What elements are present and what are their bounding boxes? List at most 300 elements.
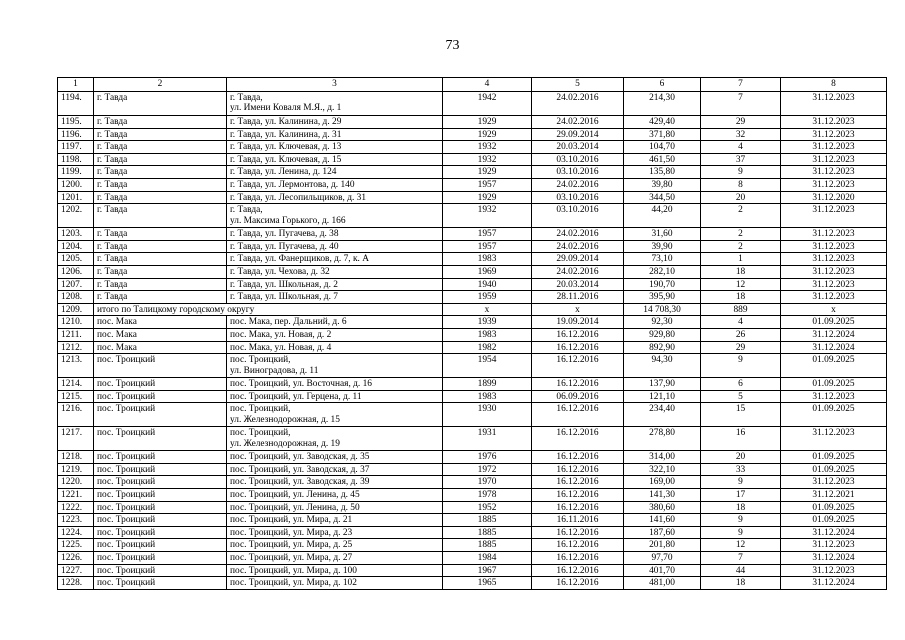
row-number-cell: 1215. <box>58 390 94 403</box>
locality-cell: пос. Троицкий <box>94 378 227 391</box>
address-line: ул. Железнодорожная, д. 15 <box>230 414 340 425</box>
date-cell: 16.12.2016 <box>532 577 624 590</box>
address-line: пос. Троицкий, ул. Мира, д. 25 <box>230 540 353 551</box>
locality-cell: г. Тавда <box>94 278 227 291</box>
count-cell: 16 <box>701 427 781 451</box>
address-cell <box>227 265 443 278</box>
row-number-cell: 1216. <box>58 403 94 427</box>
deadline-cell: 31.12.2023 <box>781 564 887 577</box>
year-cell: 1954 <box>443 354 532 378</box>
year-cell: 1952 <box>443 501 532 514</box>
locality-cell: пос. Мака <box>94 316 227 329</box>
area-cell: 137,90 <box>624 378 701 391</box>
address-cell <box>227 514 443 527</box>
locality-cell: г. Тавда <box>94 141 227 154</box>
address-line: пос. Троицкий, ул. Ленина, д. 50 <box>230 502 360 513</box>
address-cell <box>227 403 443 427</box>
address-line: г. Тавда, ул. Школьная, д. 7 <box>230 292 338 303</box>
count-cell: 4 <box>701 316 781 329</box>
row-number-cell: 1208. <box>58 291 94 304</box>
area-cell: 141,30 <box>624 489 701 502</box>
area-cell: 481,00 <box>624 577 701 590</box>
table-row <box>58 253 887 266</box>
count-cell: 17 <box>701 489 781 502</box>
count-cell: 7 <box>701 552 781 565</box>
deadline-cell: 31.12.2023 <box>781 116 887 129</box>
count-cell: 5 <box>701 390 781 403</box>
area-cell: 141,60 <box>624 514 701 527</box>
row-number-cell: 1222. <box>58 501 94 514</box>
row-number-cell: 1228. <box>58 577 94 590</box>
year-cell: 1940 <box>443 278 532 291</box>
row-number-cell: 1199. <box>58 166 94 179</box>
date-cell: 16.12.2016 <box>532 526 624 539</box>
address-cell <box>227 577 443 590</box>
deadline-cell: 01.09.2025 <box>781 501 887 514</box>
address-line: пос. Троицкий, ул. Заводская, д. 39 <box>230 477 370 488</box>
row-number-cell: 1225. <box>58 539 94 552</box>
area-cell: 380,60 <box>624 501 701 514</box>
area-cell: 14 708,30 <box>624 303 701 316</box>
locality-cell: пос. Троицкий <box>94 427 227 451</box>
column-header: 2 <box>94 78 227 92</box>
deadline-cell: 31.12.2023 <box>781 128 887 141</box>
date-cell: 03.10.2016 <box>532 166 624 179</box>
deadline-cell: 01.09.2025 <box>781 514 887 527</box>
deadline-cell: 31.12.2024 <box>781 328 887 341</box>
table-row <box>58 427 887 451</box>
address-cell <box>227 328 443 341</box>
date-cell: x <box>532 303 624 316</box>
row-number-cell: 1221. <box>58 489 94 502</box>
address-cell <box>227 166 443 179</box>
date-cell: 16.12.2016 <box>532 354 624 378</box>
address-line: г. Тавда, ул. Пугачева, д. 40 <box>230 241 339 252</box>
count-cell: 29 <box>701 341 781 354</box>
locality-cell: пос. Троицкий <box>94 489 227 502</box>
year-cell: 1967 <box>443 564 532 577</box>
count-cell: 9 <box>701 354 781 378</box>
deadline-cell: 31.12.2024 <box>781 552 887 565</box>
table-row <box>58 341 887 354</box>
row-number-cell: 1220. <box>58 476 94 489</box>
year-cell: 1929 <box>443 116 532 129</box>
count-cell: 9 <box>701 526 781 539</box>
area-cell: 429,40 <box>624 116 701 129</box>
locality-cell: пос. Мака <box>94 328 227 341</box>
deadline-cell: 31.12.2023 <box>781 204 887 228</box>
address-line: пос. Троицкий, ул. Ленина, д. 45 <box>230 490 360 501</box>
count-cell: 889 <box>701 303 781 316</box>
table-row <box>58 539 887 552</box>
area-cell: 282,10 <box>624 265 701 278</box>
total-label-cell: итого по Талицкому городскому округу <box>94 303 443 316</box>
table-row <box>58 463 887 476</box>
area-cell: 395,90 <box>624 291 701 304</box>
table-row <box>58 489 887 502</box>
address-cell <box>227 427 443 451</box>
year-cell: 1932 <box>443 141 532 154</box>
address-line: г. Тавда, ул. Калинина, д. 31 <box>230 129 342 140</box>
address-line: пос. Троицкий, ул. Мира, д. 21 <box>230 515 353 526</box>
locality-cell: г. Тавда <box>94 92 227 116</box>
column-header: 4 <box>443 78 532 92</box>
deadline-cell: 31.12.2023 <box>781 92 887 116</box>
date-cell: 29.09.2014 <box>532 253 624 266</box>
row-number-cell: 1200. <box>58 178 94 191</box>
locality-cell: пос. Троицкий <box>94 552 227 565</box>
area-cell: 201,80 <box>624 539 701 552</box>
row-number-cell: 1205. <box>58 253 94 266</box>
address-line: г. Тавда, ул. Лесопильщиков, д. 31 <box>230 192 367 203</box>
deadline-cell: 01.09.2025 <box>781 378 887 391</box>
table-row <box>58 141 887 154</box>
address-cell <box>227 476 443 489</box>
area-cell: 278,80 <box>624 427 701 451</box>
area-cell: 190,70 <box>624 278 701 291</box>
count-cell: 29 <box>701 116 781 129</box>
locality-cell: пос. Троицкий <box>94 476 227 489</box>
table-row <box>58 92 887 116</box>
date-cell: 16.12.2016 <box>532 539 624 552</box>
date-cell: 20.03.2014 <box>532 278 624 291</box>
area-cell: 31,60 <box>624 228 701 241</box>
date-cell: 24.02.2016 <box>532 178 624 191</box>
count-cell: 15 <box>701 403 781 427</box>
row-number-cell: 1196. <box>58 128 94 141</box>
date-cell: 24.02.2016 <box>532 240 624 253</box>
address-line: г. Тавда, ул. Калинина, д. 29 <box>230 117 342 127</box>
row-number-cell: 1201. <box>58 191 94 204</box>
date-cell: 16.12.2016 <box>532 463 624 476</box>
year-cell: 1885 <box>443 514 532 527</box>
date-cell: 29.09.2014 <box>532 128 624 141</box>
address-line: ул. Имени Коваля М.Я., д. 1 <box>230 103 342 114</box>
year-cell: 1976 <box>443 451 532 464</box>
count-cell: 6 <box>701 378 781 391</box>
count-cell: 9 <box>701 166 781 179</box>
deadline-cell: 31.12.2021 <box>781 489 887 502</box>
address-line: пос. Мака, ул. Новая, д. 2 <box>230 329 332 340</box>
count-cell: 32 <box>701 128 781 141</box>
row-number-cell: 1206. <box>58 265 94 278</box>
address-line: г. Тавда, ул. Чехова, д. 32 <box>230 266 330 277</box>
deadline-cell: 31.12.2023 <box>781 390 887 403</box>
count-cell: 4 <box>701 141 781 154</box>
deadline-cell: x <box>781 303 887 316</box>
year-cell: 1983 <box>443 253 532 266</box>
date-cell: 16.12.2016 <box>532 501 624 514</box>
date-cell: 24.02.2016 <box>532 265 624 278</box>
year-cell: 1942 <box>443 92 532 116</box>
address-cell <box>227 240 443 253</box>
count-cell: 18 <box>701 577 781 590</box>
deadline-cell: 31.12.2023 <box>781 476 887 489</box>
area-cell: 187,60 <box>624 526 701 539</box>
row-number-cell: 1217. <box>58 427 94 451</box>
row-number-cell: 1197. <box>58 141 94 154</box>
row-number-cell: 1226. <box>58 552 94 565</box>
year-cell: 1929 <box>443 191 532 204</box>
address-line: пос. Троицкий, <box>230 428 291 439</box>
date-cell: 24.02.2016 <box>532 116 624 129</box>
address-cell <box>227 526 443 539</box>
year-cell: 1957 <box>443 178 532 191</box>
address-line: ул. Максима Горького, д. 166 <box>230 215 346 226</box>
address-line: г. Тавда, <box>230 93 263 103</box>
date-cell: 24.02.2016 <box>532 228 624 241</box>
table-row <box>58 378 887 391</box>
locality-cell: г. Тавда <box>94 128 227 141</box>
date-cell: 16.12.2016 <box>532 489 624 502</box>
deadline-cell: 31.12.2020 <box>781 191 887 204</box>
year-cell: 1984 <box>443 552 532 565</box>
locality-cell: г. Тавда <box>94 228 227 241</box>
table-row <box>58 204 887 228</box>
address-cell <box>227 228 443 241</box>
count-cell: 44 <box>701 564 781 577</box>
address-cell <box>227 128 443 141</box>
count-cell: 7 <box>701 92 781 116</box>
address-line: пос. Троицкий, <box>230 355 291 366</box>
deadline-cell: 31.12.2023 <box>781 178 887 191</box>
address-line: г. Тавда, ул. Школьная, д. 2 <box>230 279 338 290</box>
address-cell <box>227 291 443 304</box>
area-cell: 314,00 <box>624 451 701 464</box>
address-line: пос. Троицкий, ул. Мира, д. 100 <box>230 565 357 576</box>
table-row <box>58 228 887 241</box>
area-cell: 371,80 <box>624 128 701 141</box>
address-cell <box>227 539 443 552</box>
address-line: г. Тавда, ул. Фанерщиков, д. 7, к. А <box>230 254 369 265</box>
year-cell: 1957 <box>443 240 532 253</box>
table-row <box>58 316 887 329</box>
deadline-cell: 31.12.2024 <box>781 577 887 590</box>
address-cell <box>227 463 443 476</box>
address-cell <box>227 116 443 129</box>
address-line: г. Тавда, ул. Ключевая, д. 13 <box>230 142 342 153</box>
area-cell: 104,70 <box>624 141 701 154</box>
address-line: пос. Троицкий, ул. Герцена, д. 11 <box>230 391 362 402</box>
row-number-cell: 1212. <box>58 341 94 354</box>
count-cell: 20 <box>701 451 781 464</box>
deadline-cell: 01.09.2025 <box>781 354 887 378</box>
year-cell: 1899 <box>443 378 532 391</box>
deadline-cell: 31.12.2023 <box>781 278 887 291</box>
count-cell: 12 <box>701 278 781 291</box>
address-line: пос. Троицкий, ул. Заводская, д. 35 <box>230 452 370 463</box>
table-row <box>58 514 887 527</box>
table-row <box>58 390 887 403</box>
count-cell: 9 <box>701 476 781 489</box>
deadline-cell: 31.12.2023 <box>781 153 887 166</box>
year-cell: 1931 <box>443 427 532 451</box>
year-cell: 1969 <box>443 265 532 278</box>
date-cell: 16.12.2016 <box>532 378 624 391</box>
locality-cell: пос. Троицкий <box>94 451 227 464</box>
page-number: 73 <box>445 38 460 53</box>
count-cell: 2 <box>701 228 781 241</box>
address-cell <box>227 489 443 502</box>
table-row <box>58 501 887 514</box>
table-row <box>58 166 887 179</box>
locality-cell: пос. Троицкий <box>94 390 227 403</box>
date-cell: 16.12.2016 <box>532 341 624 354</box>
row-number-cell: 1211. <box>58 328 94 341</box>
row-number-cell: 1218. <box>58 451 94 464</box>
area-cell: 94,30 <box>624 354 701 378</box>
area-cell: 169,00 <box>624 476 701 489</box>
register-table <box>57 77 887 590</box>
row-number-cell: 1203. <box>58 228 94 241</box>
area-cell: 92,30 <box>624 316 701 329</box>
count-cell: 1 <box>701 253 781 266</box>
area-cell: 39,90 <box>624 240 701 253</box>
date-cell: 16.12.2016 <box>532 451 624 464</box>
address-line: пос. Троицкий, ул. Мира, д. 23 <box>230 527 353 538</box>
address-cell <box>227 341 443 354</box>
column-header: 3 <box>227 78 443 92</box>
table-row <box>58 278 887 291</box>
deadline-cell: 31.12.2023 <box>781 539 887 552</box>
date-cell: 16.12.2016 <box>532 564 624 577</box>
deadline-cell: 01.09.2025 <box>781 463 887 476</box>
table-row <box>58 153 887 166</box>
year-cell: 1970 <box>443 476 532 489</box>
address-line: ул. Железнодорожная, д. 19 <box>230 438 340 449</box>
locality-cell: пос. Троицкий <box>94 539 227 552</box>
address-cell <box>227 451 443 464</box>
header-row <box>58 78 887 92</box>
deadline-cell: 31.12.2023 <box>781 166 887 179</box>
locality-cell: пос. Троицкий <box>94 501 227 514</box>
deadline-cell: 31.12.2023 <box>781 253 887 266</box>
date-cell: 16.12.2016 <box>532 427 624 451</box>
table-row <box>58 403 887 427</box>
locality-cell: г. Тавда <box>94 116 227 129</box>
address-line: пос. Троицкий, ул. Восточная, д. 16 <box>230 379 372 390</box>
deadline-cell: 01.09.2025 <box>781 403 887 427</box>
address-line: г. Тавда, <box>230 205 263 216</box>
area-cell: 322,10 <box>624 463 701 476</box>
date-cell: 06.09.2016 <box>532 390 624 403</box>
locality-cell: г. Тавда <box>94 291 227 304</box>
address-cell <box>227 92 443 116</box>
year-cell: 1983 <box>443 390 532 403</box>
year-cell: 1932 <box>443 153 532 166</box>
count-cell: 18 <box>701 501 781 514</box>
date-cell: 19.09.2014 <box>532 316 624 329</box>
row-number-cell: 1227. <box>58 564 94 577</box>
locality-cell: пос. Троицкий <box>94 564 227 577</box>
address-cell <box>227 390 443 403</box>
row-number-cell: 1224. <box>58 526 94 539</box>
locality-cell: г. Тавда <box>94 204 227 228</box>
count-cell: 37 <box>701 153 781 166</box>
date-cell: 16.11.2016 <box>532 514 624 527</box>
locality-cell: г. Тавда <box>94 191 227 204</box>
total-row <box>58 303 887 316</box>
locality-cell: пос. Троицкий <box>94 514 227 527</box>
table-row <box>58 476 887 489</box>
row-number-cell: 1202. <box>58 204 94 228</box>
date-cell: 16.12.2016 <box>532 403 624 427</box>
address-line: пос. Мака, пер. Дальний, д. 6 <box>230 317 347 328</box>
table-row <box>58 354 887 378</box>
table-row <box>58 191 887 204</box>
date-cell: 16.12.2016 <box>532 552 624 565</box>
locality-cell: пос. Троицкий <box>94 463 227 476</box>
count-cell: 18 <box>701 291 781 304</box>
date-cell: 20.03.2014 <box>532 141 624 154</box>
address-line: пос. Троицкий, ул. Мира, д. 102 <box>230 578 357 589</box>
column-header: 7 <box>701 78 781 92</box>
locality-cell: г. Тавда <box>94 153 227 166</box>
count-cell: 2 <box>701 240 781 253</box>
address-cell <box>227 191 443 204</box>
column-header: 1 <box>58 78 94 92</box>
year-cell: 1939 <box>443 316 532 329</box>
year-cell: 1978 <box>443 489 532 502</box>
locality-cell: пос. Мака <box>94 341 227 354</box>
date-cell: 03.10.2016 <box>532 191 624 204</box>
deadline-cell: 31.12.2023 <box>781 265 887 278</box>
row-number-cell: 1214. <box>58 378 94 391</box>
address-cell <box>227 204 443 228</box>
year-cell: 1965 <box>443 577 532 590</box>
date-cell: 03.10.2016 <box>532 153 624 166</box>
address-line: г. Тавда, ул. Ленина, д. 124 <box>230 167 337 178</box>
area-cell: 234,40 <box>624 403 701 427</box>
deadline-cell: 31.12.2024 <box>781 526 887 539</box>
year-cell: 1929 <box>443 166 532 179</box>
area-cell: 73,10 <box>624 253 701 266</box>
table-row <box>58 526 887 539</box>
area-cell: 97,70 <box>624 552 701 565</box>
table-row <box>58 291 887 304</box>
address-cell <box>227 278 443 291</box>
table-row <box>58 328 887 341</box>
row-number-cell: 1204. <box>58 240 94 253</box>
locality-cell: г. Тавда <box>94 178 227 191</box>
row-number-cell: 1194. <box>58 92 94 116</box>
address-cell <box>227 153 443 166</box>
locality-cell: пос. Троицкий <box>94 577 227 590</box>
deadline-cell: 31.12.2023 <box>781 240 887 253</box>
row-number-cell: 1207. <box>58 278 94 291</box>
year-cell: 1885 <box>443 526 532 539</box>
deadline-cell: 01.09.2025 <box>781 316 887 329</box>
count-cell: 9 <box>701 514 781 527</box>
area-cell: 892,90 <box>624 341 701 354</box>
locality-cell: пос. Троицкий <box>94 403 227 427</box>
table-row <box>58 178 887 191</box>
year-cell: 1982 <box>443 341 532 354</box>
area-cell: 39,80 <box>624 178 701 191</box>
column-header: 5 <box>532 78 624 92</box>
deadline-cell: 31.12.2023 <box>781 141 887 154</box>
table-row <box>58 451 887 464</box>
row-number-cell: 1195. <box>58 116 94 129</box>
address-line: пос. Троицкий, <box>230 404 291 415</box>
address-line: г. Тавда, ул. Лермонтова, д. 140 <box>230 179 355 190</box>
year-cell: 1929 <box>443 128 532 141</box>
deadline-cell: 01.09.2025 <box>781 451 887 464</box>
column-header: 6 <box>624 78 701 92</box>
locality-cell: г. Тавда <box>94 166 227 179</box>
address-line: ул. Виноградова, д. 11 <box>230 365 319 376</box>
row-number-cell: 1198. <box>58 153 94 166</box>
